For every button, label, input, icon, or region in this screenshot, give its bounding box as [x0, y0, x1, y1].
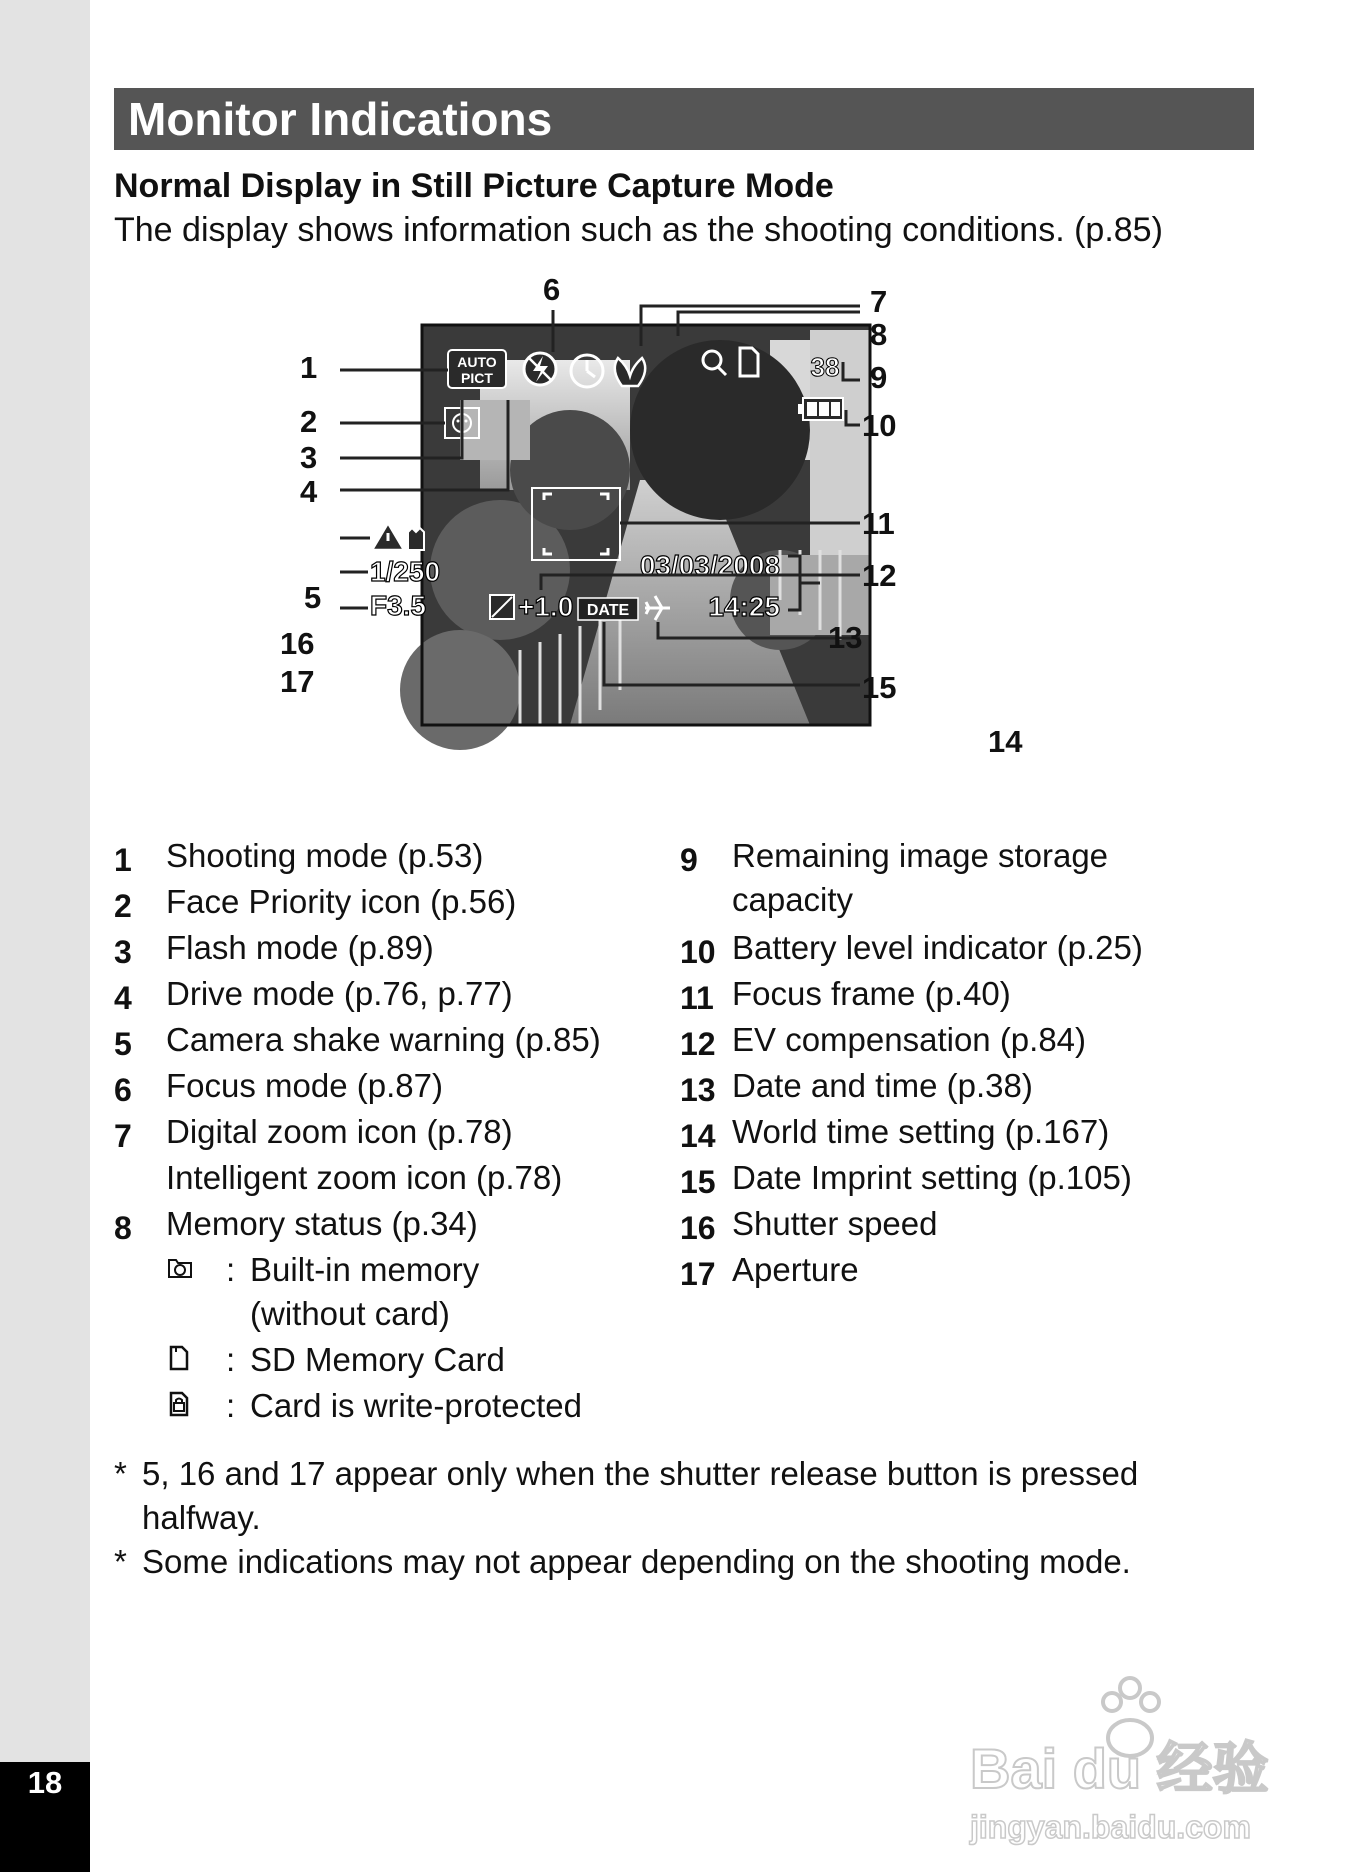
ev-value: +1.0	[518, 591, 574, 622]
callout-11: 11	[862, 506, 895, 541]
left-list-text: Shooting mode (p.53)	[166, 837, 484, 874]
note-text: 5, 16 and 17 appear only when the shutter release button is pressed	[142, 1455, 1139, 1492]
callout-9: 9	[870, 360, 888, 395]
left-list-num: 5	[114, 1026, 132, 1062]
left-list-num: 6	[114, 1072, 132, 1108]
left-list-text: Digital zoom icon (p.78)	[166, 1113, 513, 1150]
right-list-text: Focus frame (p.40)	[732, 975, 1011, 1012]
memory-colon: :	[226, 1251, 236, 1288]
right-list-num: 12	[680, 1026, 716, 1062]
callout-17: 17	[280, 664, 315, 699]
aperture-readout: F3.5	[370, 590, 427, 621]
right-list-num: 10	[680, 934, 716, 970]
page-title: Monitor Indications	[128, 93, 553, 145]
note-text-2: halfway.	[142, 1499, 261, 1536]
date-imprint-badge	[578, 598, 638, 620]
paw-logo-icon	[960, 1660, 1300, 1850]
built-in-memory-icon	[166, 1256, 194, 1280]
remaining-shots: 38	[810, 352, 840, 382]
svg-text:PICT: PICT	[461, 370, 493, 386]
ev-compensation-icon	[490, 595, 514, 619]
flash-off-icon	[524, 353, 556, 385]
intro-text: The display shows information such as the shooting conditions. (p.85)	[114, 211, 1163, 249]
callout-10: 10	[862, 408, 897, 443]
left-list-text: Face Priority icon (p.56)	[166, 883, 517, 920]
camera-shake-warning-icon	[340, 270, 424, 550]
left-list-num: 3	[114, 934, 132, 970]
callout-15: 15	[862, 670, 897, 705]
memory-status-text: Built-in memory	[250, 1251, 480, 1288]
callout-5: 5	[304, 580, 322, 615]
shooting-mode-icon	[448, 350, 506, 388]
callout-3: 3	[300, 440, 318, 475]
left-list-text: Flash mode (p.89)	[166, 929, 434, 966]
card-write-protected-icon	[168, 1390, 190, 1418]
right-list-num: 17	[680, 1256, 716, 1292]
left-list-num: 2	[114, 888, 132, 924]
note-text: Some indications may not appear depending on the shooting mode.	[142, 1543, 1131, 1580]
svg-text:AUTO: AUTO	[457, 354, 497, 370]
right-list-text: Remaining image storage	[732, 837, 1109, 874]
callout-7: 7	[870, 284, 888, 319]
right-list-text: Shutter speed	[732, 1205, 938, 1242]
memory-status-text-2: (without card)	[250, 1295, 450, 1332]
monitor-figure	[280, 270, 1040, 810]
memory-colon: :	[226, 1341, 236, 1378]
left-list-num: 1	[114, 842, 132, 878]
left-list-text: Memory status (p.34)	[166, 1205, 478, 1242]
sd-card-icon	[168, 1344, 190, 1372]
note-star: *	[114, 1455, 127, 1492]
svg-text:Bai du 经验: Bai du 经验	[970, 1737, 1269, 1800]
memory-colon: :	[226, 1387, 236, 1424]
callout-6: 6	[543, 272, 561, 307]
right-list-text: Battery level indicator (p.25)	[732, 929, 1143, 966]
callout-13: 13	[828, 620, 863, 655]
note-star: *	[114, 1543, 127, 1580]
right-list-num: 16	[680, 1210, 716, 1246]
left-list-text: Drive mode (p.76, p.77)	[166, 975, 513, 1012]
right-list-num: 15	[680, 1164, 716, 1200]
section-subtitle: Normal Display in Still Picture Capture Mode	[114, 167, 834, 205]
right-list-num: 11	[680, 980, 714, 1016]
right-list-text: Date and time (p.38)	[732, 1067, 1033, 1104]
right-list-num: 9	[680, 842, 698, 878]
page-number: 18	[27, 1765, 63, 1800]
callout-2: 2	[300, 404, 318, 439]
right-list-text: Aperture	[732, 1251, 859, 1288]
callout-4: 4	[300, 474, 318, 509]
left-list-text-2: Intelligent zoom icon (p.78)	[166, 1159, 563, 1196]
left-list-num: 8	[114, 1210, 132, 1246]
time-readout: 14:25	[708, 591, 780, 622]
left-list-text: Camera shake warning (p.85)	[166, 1021, 601, 1058]
date-readout: 03/03/2008	[639, 550, 780, 581]
battery-icon	[798, 398, 843, 420]
left-list-num: 7	[114, 1118, 132, 1154]
right-list-text: World time setting (p.167)	[732, 1113, 1110, 1150]
side-strip	[0, 0, 90, 1872]
svg-text:jingyan.baidu.com: jingyan.baidu.com	[970, 1809, 1251, 1845]
right-list-num: 13	[680, 1072, 716, 1108]
right-list-text-2: capacity	[732, 881, 854, 918]
memory-status-text: SD Memory Card	[250, 1341, 505, 1378]
callout-1: 1	[300, 350, 318, 385]
shutter-speed-readout: 1/250	[370, 556, 441, 587]
right-list-num: 14	[680, 1118, 716, 1154]
right-list-text: EV compensation (p.84)	[732, 1021, 1087, 1058]
memory-status-text: Card is write-protected	[250, 1387, 582, 1424]
right-list-text: Date Imprint setting (p.105)	[732, 1159, 1132, 1196]
baidu-watermark	[960, 1660, 1300, 1850]
left-list-num: 4	[114, 980, 132, 1016]
svg-text:DATE: DATE	[586, 602, 630, 619]
callout-12: 12	[862, 558, 897, 593]
callout-16: 16	[280, 626, 315, 661]
left-list-text: Focus mode (p.87)	[166, 1067, 443, 1104]
callout-14: 14	[988, 724, 1023, 759]
callout-8: 8	[870, 317, 888, 352]
